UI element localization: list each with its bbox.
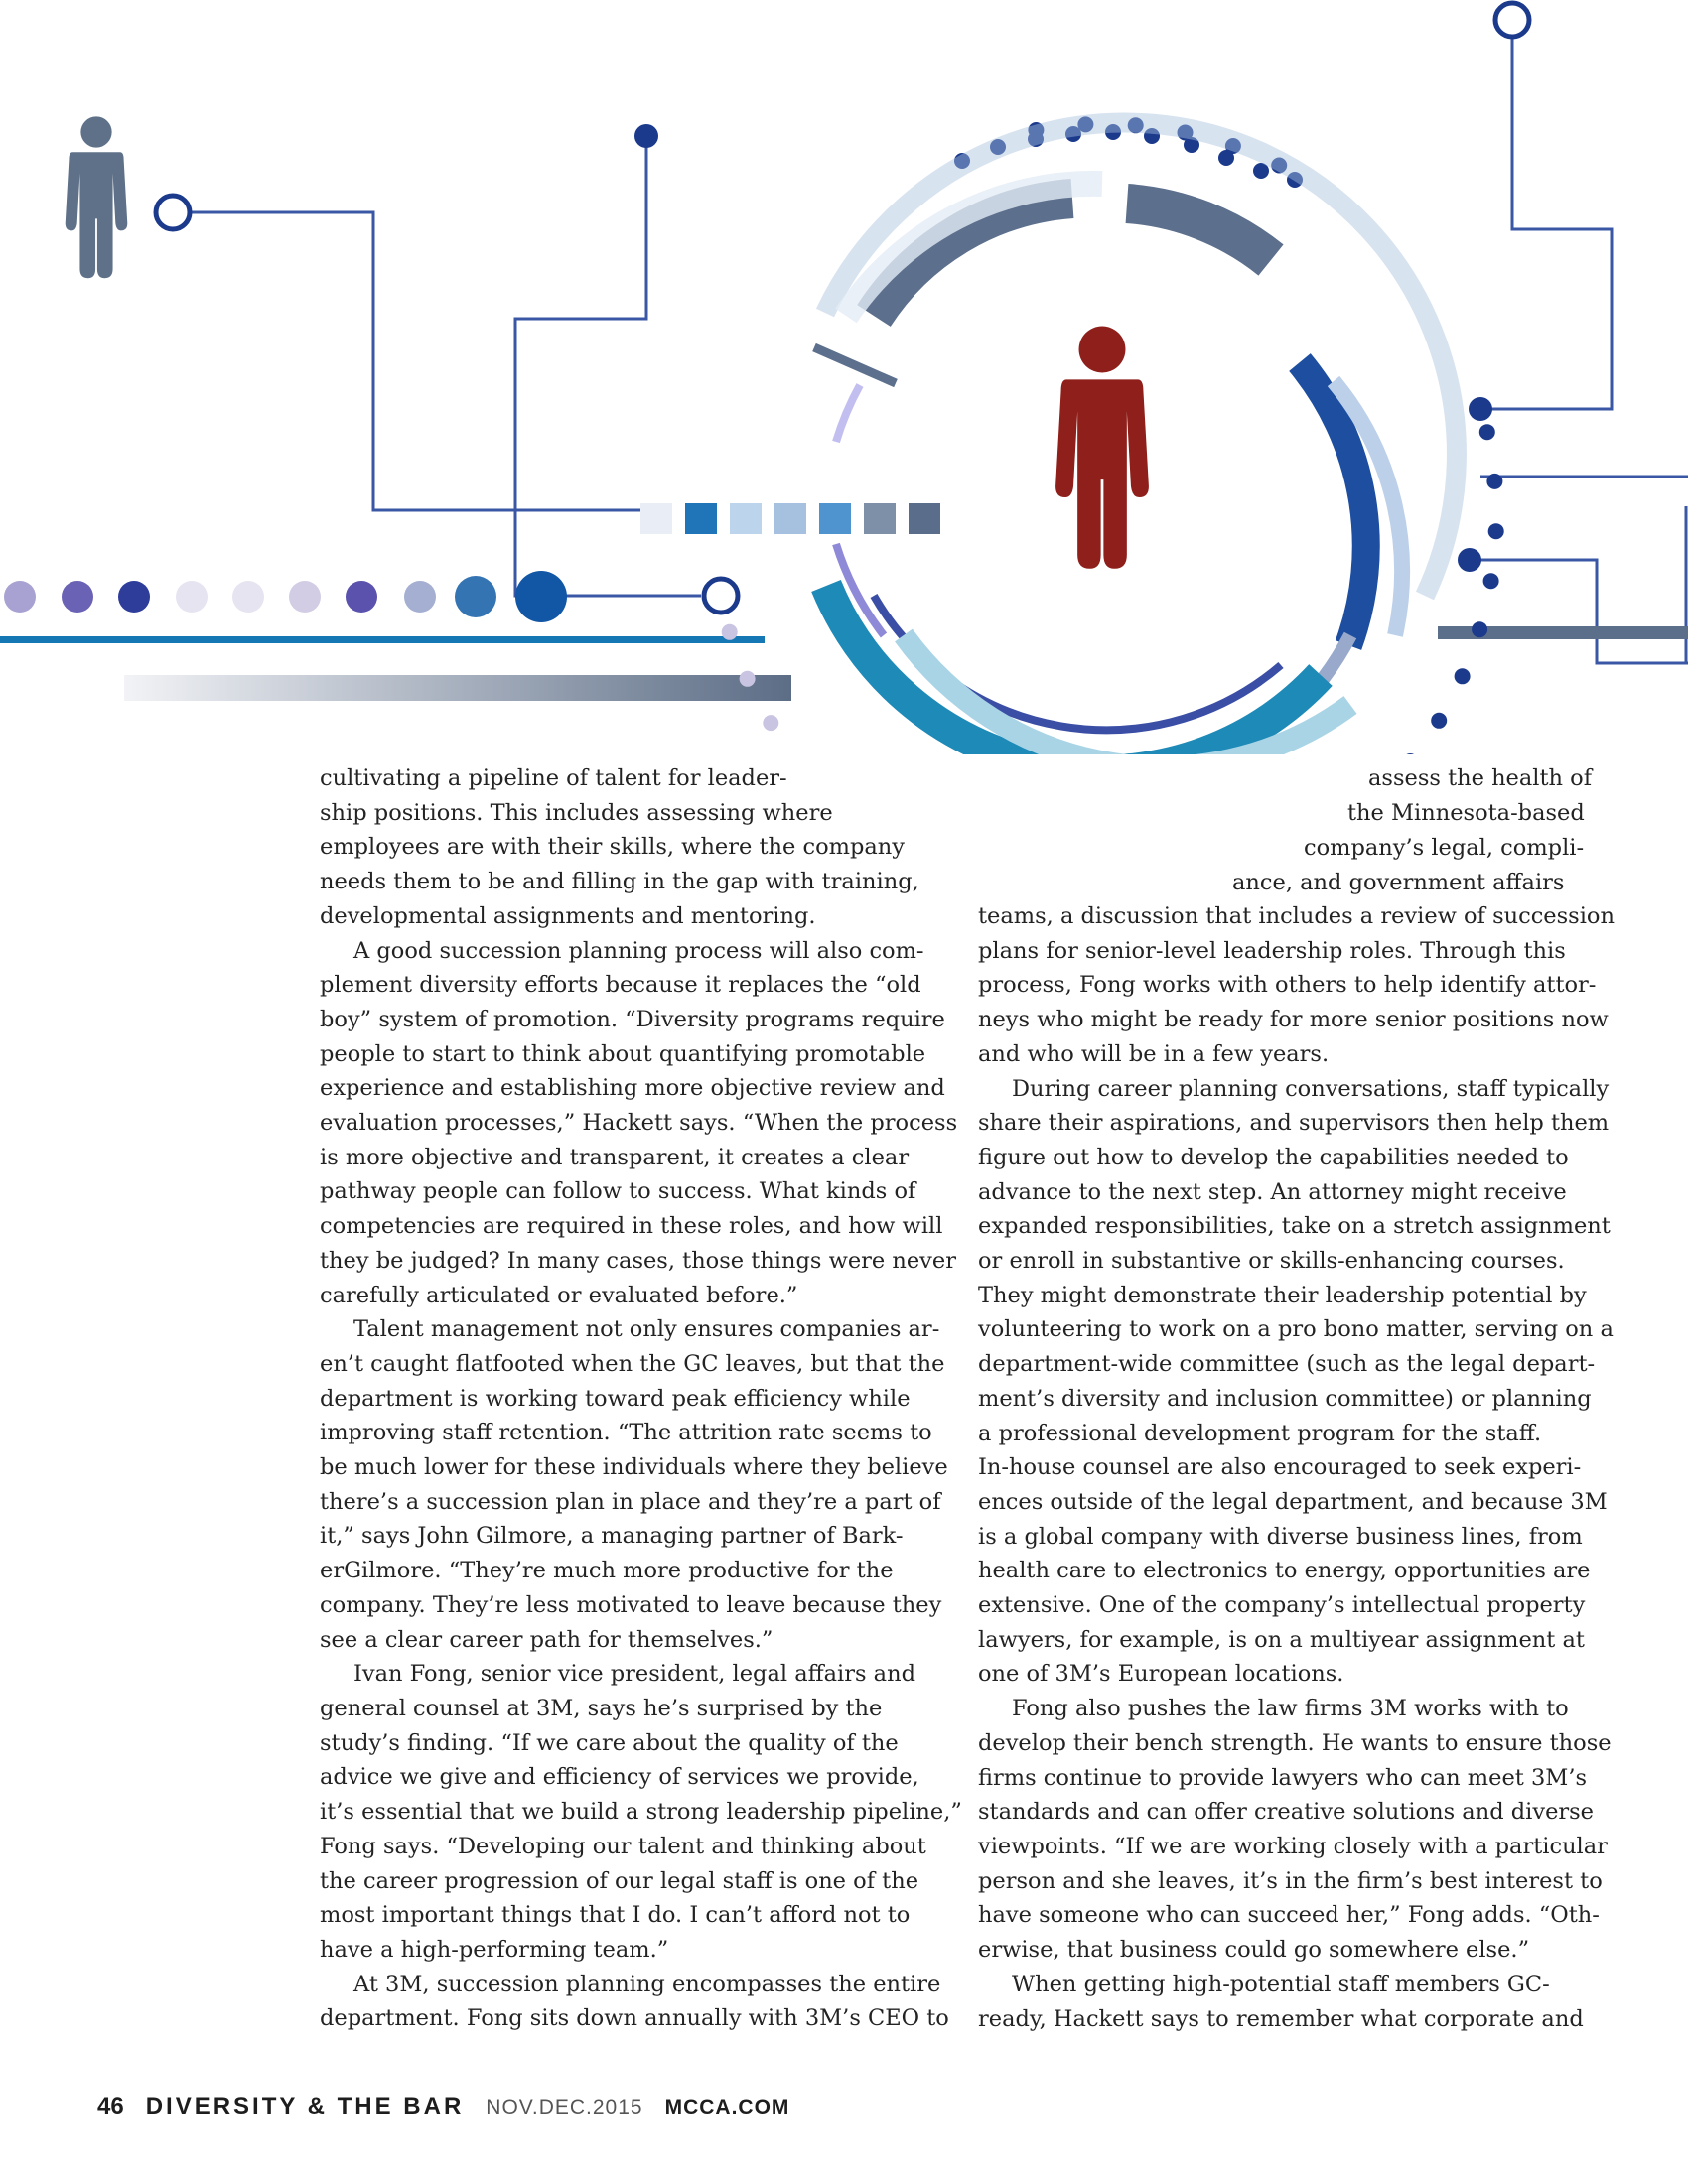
text-line: lawyers, for example, is on a multiyear assignment at	[978, 1626, 1585, 1653]
row-dot	[4, 581, 36, 613]
text-line: have someone who can succeed her,” Fong adds. “Oth-	[978, 1902, 1600, 1929]
ring-dot	[1479, 424, 1495, 440]
text-line: develop their bench strength. He wants to ensure those	[978, 1729, 1612, 1756]
node-open-circle	[156, 196, 190, 229]
paragraph	[320, 1657, 962, 1967]
square	[864, 503, 896, 534]
text-line: ready, Hackett says to remember what corporate and	[978, 2005, 1584, 2032]
paragraph	[978, 1072, 1614, 1693]
text-line: expanded responsibilities, take on a stretch assignment	[978, 1213, 1611, 1240]
row-dot	[232, 581, 264, 613]
node-dot	[1469, 397, 1492, 421]
dot-row	[4, 571, 567, 622]
text-line: neys who might be ready for more senior positions now	[978, 1007, 1609, 1033]
text-line: volunteering to work on a pro bono matter, serving on a	[978, 1316, 1614, 1343]
node-dot	[634, 124, 658, 148]
website: MCCA.COM	[664, 2096, 790, 2118]
text-line: ences outside of the legal department, and because 3M	[978, 1488, 1608, 1515]
text-line: erwise, that business could go somewhere else.”	[978, 1937, 1530, 1964]
row-dot	[455, 576, 496, 617]
square	[685, 503, 717, 534]
text-line: see a clear career path for themselves.”	[320, 1626, 774, 1653]
row-dot	[176, 581, 208, 613]
ring-dot	[1486, 474, 1502, 489]
paragraph	[320, 761, 955, 934]
text-line: erGilmore. “They’re much more productive for the	[320, 1558, 894, 1584]
figure-head	[80, 116, 111, 147]
text-line: they be judged? In many cases, those things were never	[320, 1247, 956, 1274]
text-line: extensive. One of the company’s intellectual property	[978, 1592, 1586, 1619]
page-number: 46	[97, 2093, 124, 2119]
text-line: plans for senior-level leadership roles. Through this	[978, 937, 1566, 964]
text-line: carefully articulated or evaluated before.”	[320, 1282, 798, 1308]
text-line: cultivating a pipeline of talent for leader-	[320, 765, 787, 791]
text-line: person and she leaves, it’s in the firm’s best interest to	[978, 1867, 1603, 1894]
text-line: Ivan Fong, senior vice president, legal affairs and	[353, 1661, 915, 1688]
text-line: ance, and government affairs	[1232, 870, 1565, 895]
text-line: pathway people can follow to success. What kinds of	[320, 1178, 916, 1205]
text-line: advance to the next step. An attorney might receive	[978, 1178, 1567, 1205]
text-line: en’t caught flatfooted when the GC leaves, but that the	[320, 1350, 945, 1377]
text-line: health care to electronics to energy, opportunities are	[978, 1558, 1591, 1584]
row-dot	[404, 581, 436, 613]
text-line: viewpoints. “If we are working closely with a particular	[978, 1833, 1608, 1859]
figure-body	[66, 152, 128, 278]
text-line: it’s essential that we build a strong leadership pipeline,”	[320, 1799, 962, 1826]
text-line: experience and establishing more objective review and	[320, 1075, 945, 1102]
paragraph	[978, 1692, 1614, 1968]
ring-dot	[1218, 150, 1234, 166]
ring-dot	[1483, 573, 1499, 589]
paragraph	[320, 934, 958, 1313]
text-line: the Minnesota-based	[1347, 800, 1585, 826]
text-line: assess the health of	[1368, 765, 1593, 791]
paragraph	[320, 1312, 955, 1657]
text-line: During career planning conversations, staff typically	[1012, 1075, 1610, 1102]
article-left-column	[320, 761, 962, 2036]
article-right-column	[978, 899, 1614, 2036]
text-line: Talent management not only ensures companies ar-	[353, 1316, 940, 1343]
text-line: process, Fong works with others to help identify attor-	[978, 972, 1597, 999]
text-line: ship positions. This includes assessing where	[320, 799, 833, 826]
text-line: and who will be in a few years.	[978, 1040, 1330, 1067]
text-line: department-wide committee (such as the legal depart-	[978, 1351, 1596, 1378]
node-open-circle	[704, 579, 738, 613]
text-line: plement diversity efforts because it replaces the “old	[320, 972, 921, 999]
text-line: a professional development program for the staff.	[978, 1420, 1542, 1446]
text-line: or enroll in substantive or skills-enhancing courses.	[978, 1248, 1565, 1275]
text-line: be much lower for these individuals where they believe	[320, 1454, 948, 1481]
illustration	[0, 0, 1688, 754]
ring-dot	[1488, 523, 1504, 539]
text-line: teams, a discussion that includes a review of succession	[978, 903, 1615, 929]
row-dot	[515, 571, 567, 622]
square	[774, 503, 806, 534]
text-line: department. Fong sits down annually with 3M’s CEO to	[320, 2005, 949, 2032]
text-line: general counsel at 3M, says he’s surprised by the	[320, 1695, 883, 1721]
ring-dot	[722, 624, 738, 640]
text-line: company. They’re less motivated to leave because they	[320, 1591, 942, 1618]
paragraph	[320, 1968, 955, 2036]
text-line: it,” says John Gilmore, a managing partner of Bark-	[320, 1523, 904, 1550]
text-line: At 3M, succession planning encompasses the entire	[353, 1971, 941, 1997]
text-line: standards and can offer creative solutions and diverse	[978, 1799, 1595, 1826]
gradient-horizontal-bar	[124, 675, 791, 701]
ring-dot	[1402, 753, 1418, 754]
node-dot	[1458, 548, 1481, 572]
text-line: people to start to think about quantifying promotable	[320, 1040, 926, 1067]
issue-date: NOV.DEC.2015	[486, 2096, 643, 2118]
text-line: have a high-performing team.”	[320, 1936, 669, 1963]
paragraph	[978, 1968, 1614, 2036]
text-line: company’s legal, compli-	[1304, 835, 1585, 861]
ring-dot	[1472, 621, 1487, 637]
text-line: They might demonstrate their leadership potential by	[978, 1282, 1587, 1308]
text-line: advice we give and efficiency of services we provide,	[320, 1764, 919, 1791]
text-line: When getting high-potential staff members GC-	[1012, 1971, 1550, 1997]
text-line: developmental assignments and mentoring.	[320, 902, 816, 929]
paragraph	[978, 899, 1614, 1072]
text-line: study’s finding. “If we care about the quality of the	[320, 1729, 899, 1756]
text-line: competencies are required in these roles, and how will	[320, 1213, 943, 1240]
text-line: is more objective and transparent, it creates a clear	[320, 1144, 910, 1170]
text-line: A good succession planning process will also com-	[353, 937, 924, 964]
square-row	[640, 503, 940, 534]
node-open-circle	[1495, 3, 1529, 37]
text-line: employees are with their skills, where the company	[320, 834, 905, 861]
text-line: is a global company with diverse business lines, from	[978, 1523, 1583, 1550]
row-dot	[289, 581, 321, 613]
text-line: share their aspirations, and supervisors then help them	[978, 1110, 1610, 1137]
text-line: one of 3M’s European locations.	[978, 1661, 1344, 1688]
row-dot	[62, 581, 93, 613]
text-line: improving staff retention. “The attrition rate seems to	[320, 1420, 932, 1446]
blue-horizontal-bar	[0, 636, 765, 643]
figure-head	[1079, 327, 1126, 373]
square	[730, 503, 762, 534]
square	[640, 503, 672, 534]
text-line: department is working toward peak efficiency while	[320, 1385, 911, 1412]
square	[909, 503, 940, 534]
person-icon-central	[1055, 327, 1149, 569]
ring-dot	[1455, 668, 1471, 684]
text-line: the career progression of our legal staff is one of the	[320, 1867, 919, 1894]
figure-body	[1055, 379, 1149, 568]
text-line: there’s a succession plan in place and they’re a part of	[320, 1488, 941, 1515]
text-line: ment’s diversity and inclusion committee) or planning	[978, 1385, 1592, 1412]
text-line: In-house counsel are also encouraged to seek experi-	[978, 1454, 1582, 1481]
text-line: Fong says. “Developing our talent and thinking about	[320, 1833, 926, 1859]
text-line: boy” system of promotion. “Diversity programs require	[320, 1006, 945, 1032]
row-dot	[118, 581, 150, 613]
text-line: evaluation processes,” Hackett says. “When the process	[320, 1110, 958, 1137]
text-line: Fong also pushes the law firms 3M works with to	[1012, 1696, 1569, 1722]
ring-dot	[740, 671, 756, 687]
text-line: figure out how to develop the capabilities needed to	[978, 1144, 1569, 1170]
text-line: most important things that I do. I can’t afford not to	[320, 1902, 911, 1929]
page-footer	[97, 2093, 789, 2126]
magazine-title: DIVERSITY & THE BAR	[145, 2093, 465, 2119]
ring-dot	[1431, 713, 1447, 729]
person-icon-small	[66, 116, 128, 278]
text-line: needs them to be and filling in the gap with training,	[320, 869, 919, 895]
text-line: firms continue to provide lawyers who can meet 3M’s	[978, 1764, 1588, 1791]
ring-dot	[763, 715, 778, 731]
square	[819, 503, 851, 534]
row-dot	[346, 581, 377, 613]
